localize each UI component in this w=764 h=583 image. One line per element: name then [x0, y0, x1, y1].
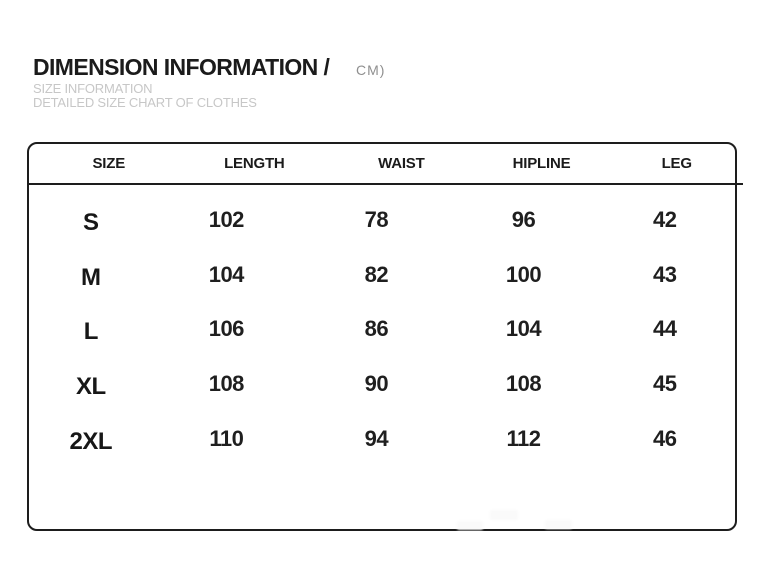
unit-label: CM): [356, 62, 386, 78]
leg-cell: 44: [652, 316, 677, 342]
column-header-length: LENGTH: [224, 155, 285, 172]
size-cell: M: [81, 263, 101, 291]
leg-cell: 45: [652, 371, 677, 397]
hipline-cell: 108: [505, 371, 542, 397]
column-header-size: SIZE: [92, 155, 126, 172]
watermark-smudge: [490, 510, 518, 520]
column-header-hipline: HIPLINE: [512, 155, 571, 172]
column-header-waist: WAIST: [378, 155, 425, 172]
watermark-smudge: [545, 520, 572, 529]
table-header-row: [29, 144, 735, 183]
waist-cell: 90: [364, 371, 389, 397]
length-cell: 106: [208, 316, 244, 342]
waist-cell: 82: [364, 261, 389, 287]
table-body: [29, 183, 735, 469]
leg-cell: 43: [652, 261, 677, 287]
leg-cell: 42: [652, 207, 677, 233]
length-cell: 102: [208, 207, 244, 233]
size-cell: 2XL: [69, 427, 113, 455]
header-divider: [27, 183, 743, 185]
length-cell: 110: [209, 425, 244, 451]
hipline-cell: 104: [505, 316, 542, 342]
hipline-cell: 100: [505, 261, 542, 287]
page-title: DIMENSION INFORMATION /: [33, 54, 330, 80]
watermark-smudge: [457, 521, 483, 530]
length-cell: 104: [208, 261, 244, 287]
size-cell: S: [83, 209, 99, 237]
waist-cell: 78: [364, 207, 389, 233]
size-table: [27, 142, 737, 531]
leg-cell: 46: [652, 425, 677, 451]
table-row: [29, 251, 735, 306]
waist-cell: 86: [364, 316, 389, 342]
table-row: [29, 305, 735, 360]
size-cell: L: [83, 318, 98, 346]
table-row: [29, 196, 735, 251]
column-header-leg: LEG: [661, 155, 692, 172]
table-row: [29, 360, 735, 415]
waist-cell: 94: [364, 425, 389, 451]
subtitle-detailed-size-chart: DETAILED SIZE CHART OF CLOTHES: [33, 95, 257, 110]
hipline-cell: 96: [511, 207, 536, 233]
table-row: [29, 414, 735, 469]
length-cell: 108: [208, 371, 244, 397]
subtitle-size-information: SIZE INFORMATION: [33, 81, 153, 96]
hipline-cell: 112: [506, 425, 541, 451]
size-cell: XL: [75, 373, 106, 401]
